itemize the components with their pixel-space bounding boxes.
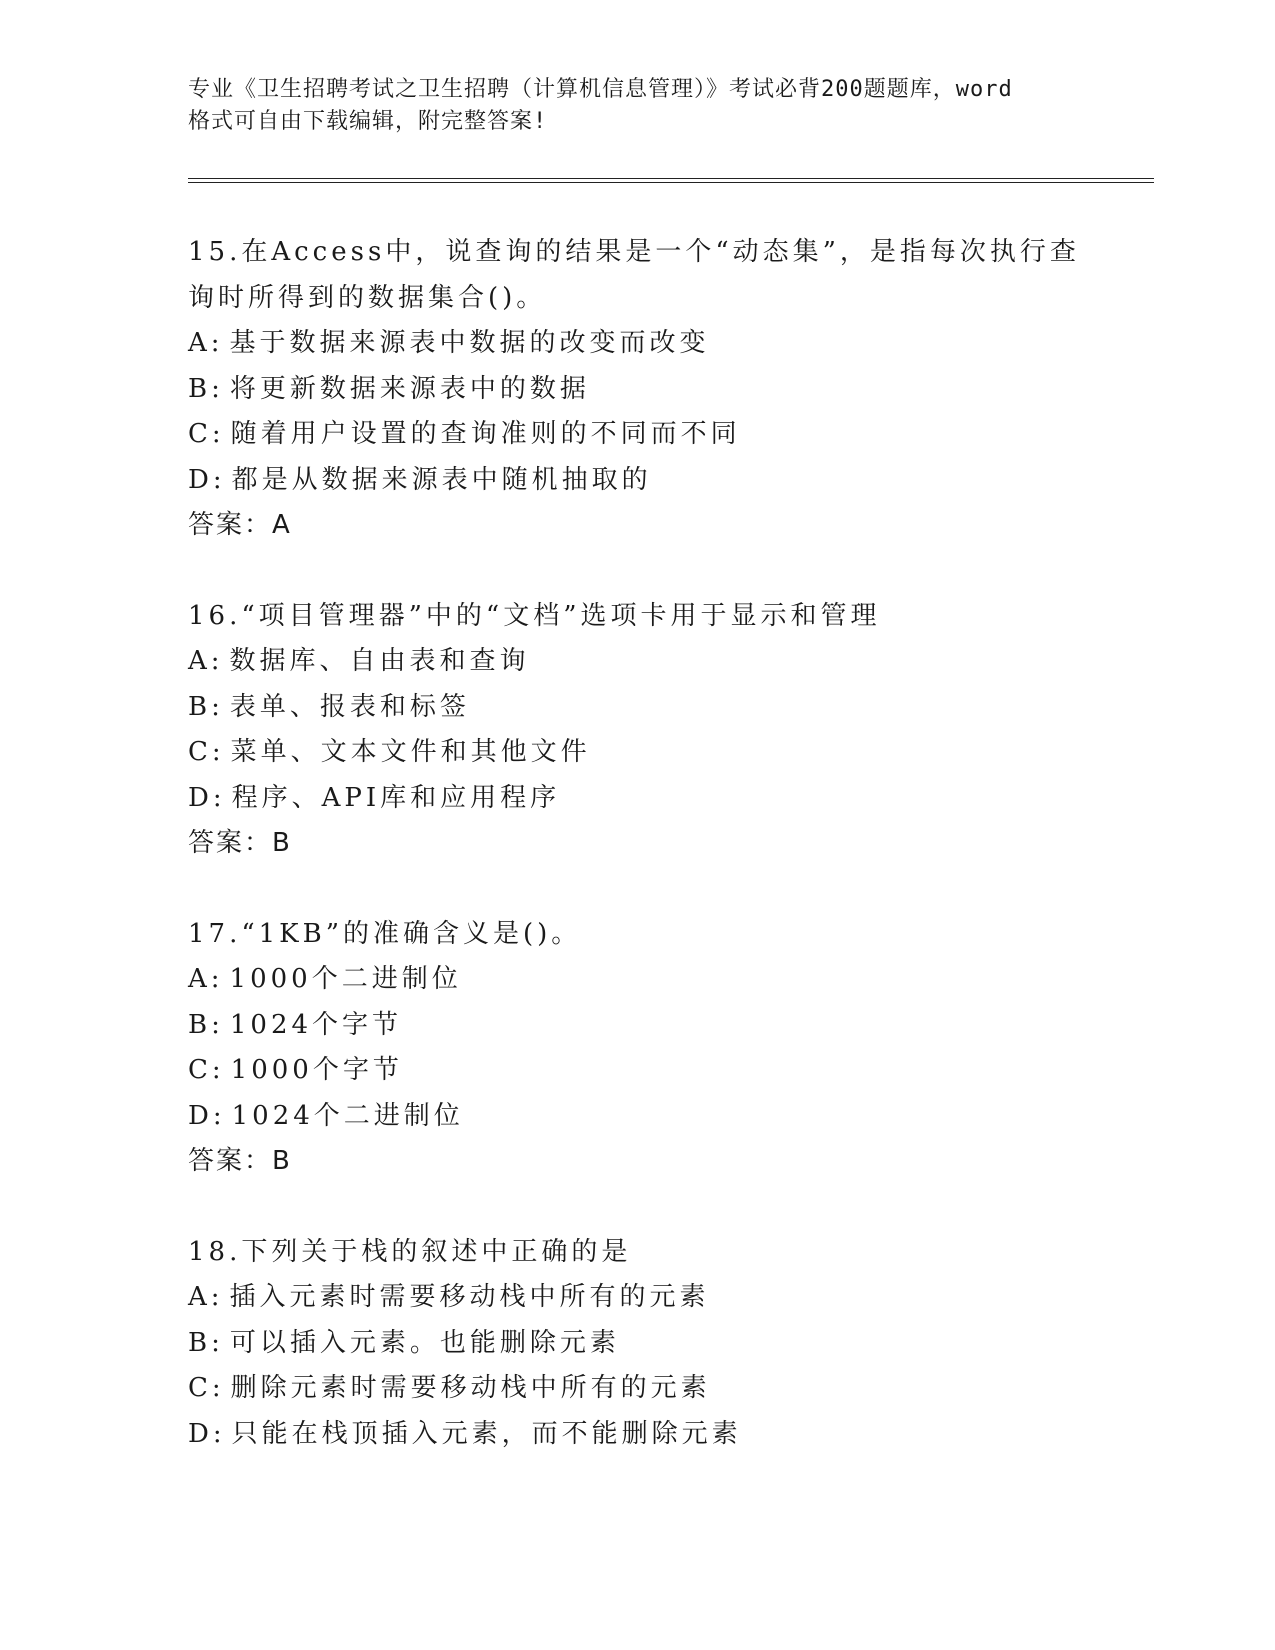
- question-block: [188, 594, 1154, 867]
- question-list: [188, 230, 1154, 1502]
- option-label: D:: [188, 464, 226, 495]
- option-text: 删除元素时需要移动栈中所有的元素: [230, 1373, 711, 1403]
- option-text: 都是从数据来源表中随机抽取的: [231, 464, 652, 495]
- answer-key: 答案：B: [188, 828, 292, 858]
- option-text: 菜单、文本文件和其他文件: [230, 737, 591, 767]
- header-line-1: 专业《卫生招聘考试之卫生招聘（计算机信息管理）》考试必背200题题库，word: [188, 77, 1013, 102]
- question-stem: 15.在Access中，说查询的结果是一个“动态集”，是指每次执行查: [188, 237, 1080, 267]
- option-text: 基于数据来源表中数据的改变而改变: [229, 328, 710, 358]
- option-text: 1000个二进制位: [229, 964, 462, 994]
- option-text: 数据库、自由表和查询: [229, 646, 530, 676]
- option-text: 随着用户设置的查询准则的不同而不同: [230, 419, 741, 449]
- option-label: B:: [188, 1009, 224, 1040]
- answer-option: [188, 957, 1154, 1003]
- option-text: 1024个字节: [229, 1009, 403, 1040]
- option-text: 程序、API库和应用程序: [231, 782, 561, 813]
- header-divider-top: [188, 178, 1154, 179]
- option-label: D:: [188, 782, 226, 813]
- answer-option: [188, 1412, 1154, 1458]
- answer-option: [188, 1048, 1154, 1094]
- answer-option: [188, 367, 1154, 413]
- header-line-2: 格式可自由下载编辑，附完整答案!: [188, 109, 548, 134]
- answer-option: [188, 321, 1154, 367]
- option-label: C:: [188, 419, 225, 449]
- option-text: 1000个字节: [230, 1055, 403, 1085]
- question-block: [188, 1230, 1154, 1458]
- question-stem: 18.下列关于栈的叙述中正确的是: [188, 1236, 632, 1267]
- option-text: 表单、报表和标签: [229, 691, 470, 722]
- answer-option: [188, 1321, 1154, 1367]
- question-block: [188, 912, 1154, 1185]
- option-text: 只能在栈顶插入元素，而不能删除元素: [231, 1418, 742, 1449]
- option-label: B:: [188, 691, 224, 722]
- option-label: D:: [188, 1100, 226, 1131]
- answer-option: [188, 1003, 1154, 1049]
- question-stem: 询时所得到的数据集合()。: [188, 282, 547, 313]
- answer-option: [188, 730, 1154, 776]
- option-label: B:: [188, 1327, 224, 1358]
- option-label: A:: [188, 964, 224, 994]
- option-label: D:: [188, 1418, 226, 1449]
- answer-key: 答案：B: [188, 1146, 292, 1176]
- option-label: C:: [188, 1055, 225, 1085]
- option-text: 1024个二进制位: [231, 1100, 464, 1131]
- answer-key: 答案：A: [188, 510, 292, 540]
- header-divider-bottom: [188, 182, 1154, 183]
- answer-option: [188, 776, 1154, 822]
- answer-option: [188, 458, 1154, 504]
- option-label: A:: [188, 328, 224, 358]
- option-label: A:: [188, 1282, 224, 1312]
- option-label: A:: [188, 646, 224, 676]
- answer-option: [188, 1275, 1154, 1321]
- answer-option: [188, 1366, 1154, 1412]
- answer-option: [188, 412, 1154, 458]
- option-label: B:: [188, 373, 224, 404]
- option-text: 将更新数据来源表中的数据: [229, 373, 590, 404]
- question-stem: 16.“项目管理器”中的“文档”选项卡用于显示和管理: [188, 600, 881, 631]
- answer-option: [188, 685, 1154, 731]
- answer-option: [188, 639, 1154, 685]
- question-stem: 17.“1KB”的准确含义是()。: [188, 918, 582, 949]
- option-text: 插入元素时需要移动栈中所有的元素: [229, 1282, 710, 1312]
- option-text: 可以插入元素。也能删除元素: [229, 1327, 620, 1358]
- document-header: [188, 74, 1088, 138]
- question-block: [188, 230, 1154, 549]
- option-label: C:: [188, 1373, 225, 1403]
- answer-option: [188, 1094, 1154, 1140]
- option-label: C:: [188, 737, 225, 767]
